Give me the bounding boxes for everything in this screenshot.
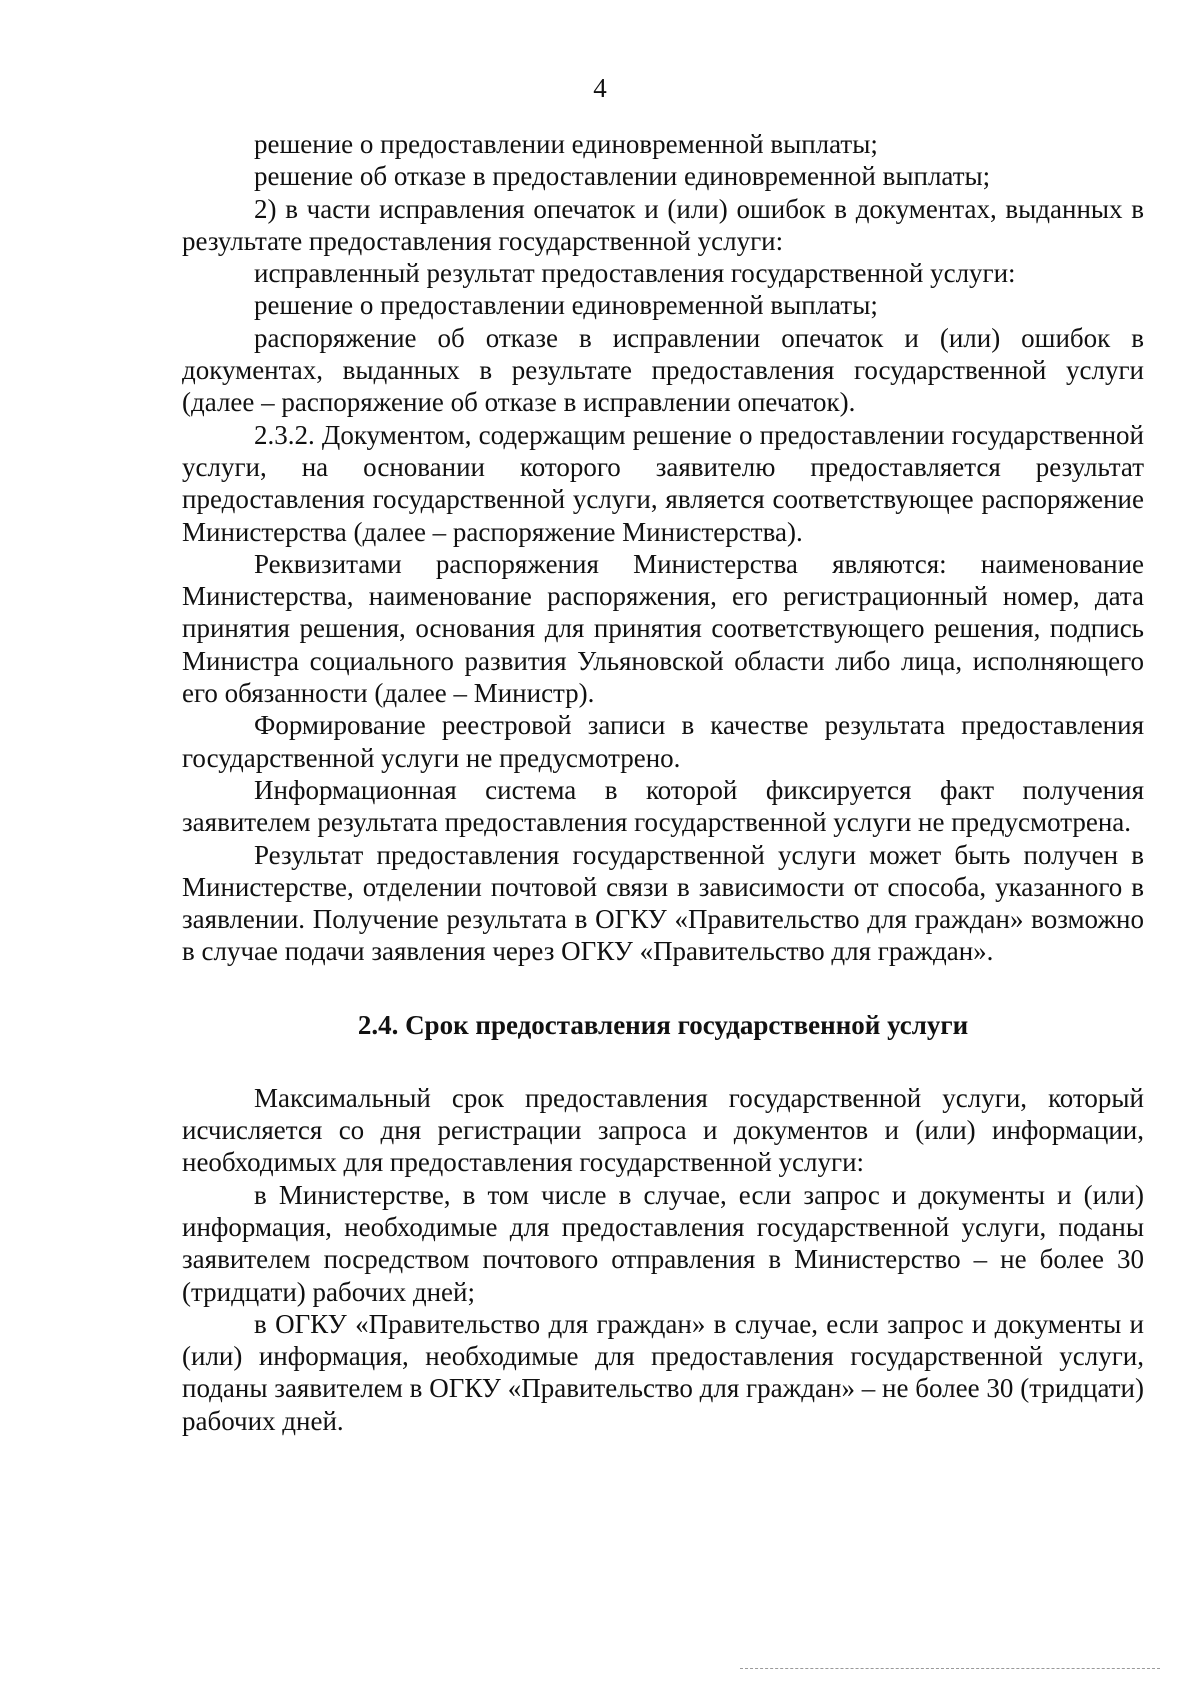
paragraph-information-system: Информационная система в которой фиксируется факт получения заявителем результата предоставления государственной услуги не предусмотрена. (182, 774, 1144, 838)
paragraph-term-ogku: в ОГКУ «Правительство для граждан» в случае, если запрос и документы и (или) информация, необходимые для предоставления государственной услуги, поданы заявителем в ОГКУ «Правительство для граждан» – не более 30 (тридцати) рабочих дней. (182, 1308, 1144, 1436)
paragraph-corrections-scope: 2) в части исправления опечаток и (или) ошибок в документах, выданных в результате предоставления государственной услуги: (182, 193, 1144, 256)
paragraph-2-3-2: 2.3.2. Документом, содержащим решение о предоставлении государственной услуги, на основании которого заявителю предоставляется результат предоставления государственной услуги, является соответствующее распоряжение Министерства (далее – распоряжение Министерства). (182, 419, 1144, 547)
paragraph-corrected-result: исправленный результат предоставления государственной услуги: (254, 258, 1016, 289)
paragraph-registry-record: Формирование реестровой записи в качестве результата предоставления государственной услуги не предусмотрено. (182, 710, 1144, 773)
paragraph-refusal-order: распоряжение об отказе в исправлении опечаток и (или) ошибок в документах, выданных в результате предоставления государственной услуги (далее – распоряжение об отказе в исправлении опечаток). (182, 322, 1144, 418)
paragraph-result-receipt: Результат предоставления государственной услуги может быть получен в Министерстве, отделении почтовой связи в зависимости от способа, указанного в заявлении. Получение результата в ОГКУ «Правительство для граждан» возможно в случае подачи заявления через ОГКУ «Правительство для граждан». (182, 839, 1144, 967)
paragraph-decision-grant: решение о предоставлении единовременной выплаты; (254, 129, 878, 159)
paragraph-term-ministry: в Министерстве, в том числе в случае, если запрос и документы и (или) информация, необходимые для предоставления государственной услуги, поданы заявителем посредством почтового отправления в Министерство – не более 30 (тридцати) рабочих дней; (182, 1179, 1144, 1307)
paragraph-max-term: Максимальный срок предоставления государственной услуги, который исчисляется со дня регистрации запроса и документов и (или) информации, необходимых для предоставления государственной услуги: (182, 1082, 1144, 1178)
scan-footer-line (740, 1668, 1160, 1669)
paragraph-decision-grant-2: решение о предоставлении единовременной выплаты; (254, 290, 878, 321)
document-body (182, 128, 1144, 1437)
page-number: 4 (593, 73, 607, 103)
paragraph-decision-refusal: решение об отказе в предоставлении единовременной выплаты; (254, 161, 991, 192)
paragraph-order-requisites: Реквизитами распоряжения Министерства являются: наименование Министерства, наименование распоряжения, его регистрационный номер, дата принятия решения, основания для принятия соответствующего решения, подпись Министра социального развития Ульяновской области либо лица, исполняющего его обязанности (далее – Министр). (182, 548, 1144, 709)
section-heading-2-4: 2.4. Срок предоставления государственной услуги (357, 1009, 969, 1040)
